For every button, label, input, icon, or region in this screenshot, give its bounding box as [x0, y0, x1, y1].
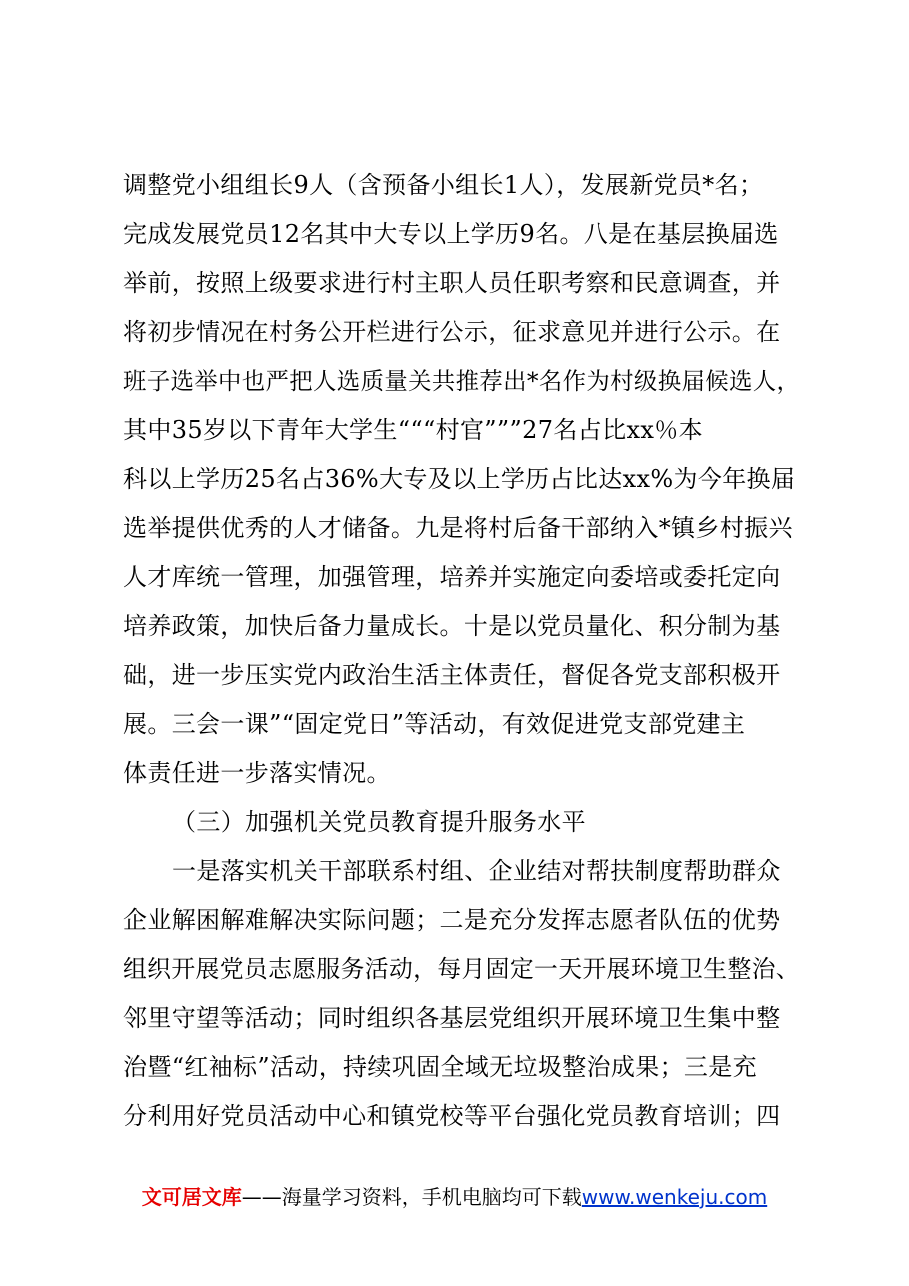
body-line-18: 治暨“红袖标”活动，持续巩固全域无垃圾整治成果；三是充: [123, 1053, 757, 1081]
body-line-16: 组织开展党员志愿服务活动，每月固定一天开展环境卫生整治、: [123, 955, 800, 983]
section-heading: （三）加强机关党员教育提升服务水平: [172, 808, 586, 836]
body-line-6: 其中35岁以下青年大学生“““村官”””27名占比xx％本: [123, 416, 703, 444]
body-line-7: 科以上学历25名占36%大专及以上学历占比达xx%为今年换届: [123, 465, 796, 493]
body-line-19: 分利用好党员活动中心和镇党校等平台强化党员教育培训；四: [123, 1102, 781, 1130]
body-line-1: 调整党小组组长9人（含预备小组长1人），发展新党员*名；: [123, 171, 764, 199]
body-line-3: 举前，按照上级要求进行村主职人员任职考察和民意调查，并: [123, 269, 781, 297]
body-line-5: 班子选举中也严把人选质量关共推荐出*名作为村级换届候选人，: [123, 367, 801, 395]
footer-brand: 文可居文库: [141, 1185, 242, 1209]
body-line-12: 展。三会一课”“固定党日”等活动，有效促进党支部党建主: [123, 710, 746, 738]
body-line-4: 将初步情况在村务公开栏进行公示，征求意见并进行公示。在: [123, 318, 781, 346]
body-line-10: 培养政策，加快后备力量成长。十是以党员量化、积分制为基: [123, 612, 781, 640]
body-line-2: 完成发展党员12名其中大专以上学历9名。八是在基层换届选: [123, 220, 779, 248]
footer-site-link[interactable]: www.wenkeju.com: [581, 1185, 768, 1209]
footer-tagline: ——海量学习资料，手机电脑均可下载: [241, 1185, 582, 1209]
body-line-8: 选举提供优秀的人才储备。九是将村后备干部纳入*镇乡村振兴: [123, 514, 793, 542]
body-line-9: 人才库统一管理，加强管理，培养并实施定向委培或委托定向: [123, 563, 781, 591]
body-line-17: 邻里守望等活动；同时组织各基层党组织开展环境卫生集中整: [123, 1004, 781, 1032]
body-line-11: 础，进一步压实党内政治生活主体责任，督促各党支部积极开: [123, 661, 781, 689]
body-line-14: 一是落实机关干部联系村组、企业结对帮扶制度帮助群众: [172, 857, 781, 885]
body-line-13: 体责任进一步落实情况。: [123, 759, 391, 787]
footer-banner: [0, 1184, 909, 1210]
body-line-15: 企业解困解难解决实际问题；二是充分发挥志愿者队伍的优势: [123, 906, 781, 934]
